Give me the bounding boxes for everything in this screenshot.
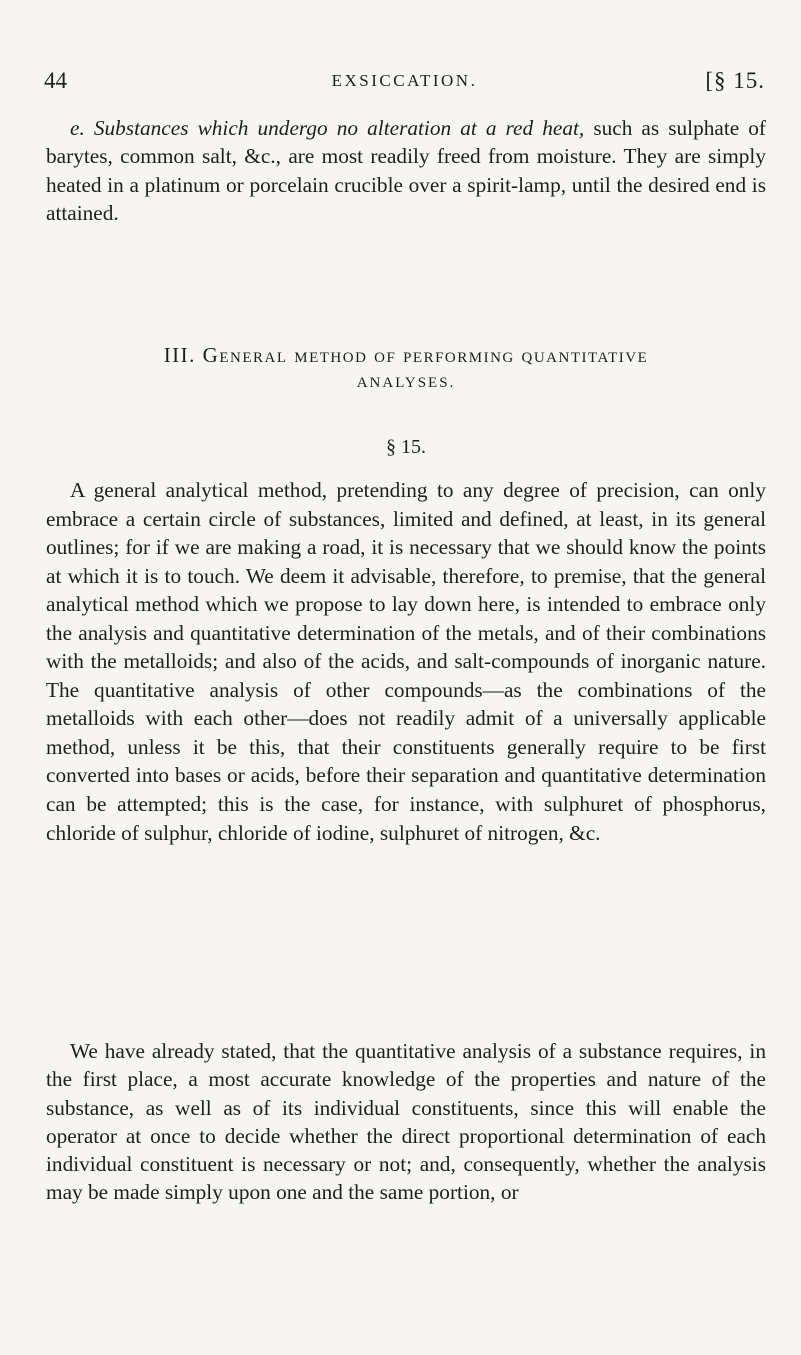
section-heading-line2: ANALYSES. (356, 375, 456, 391)
section-heading-line1: III. General method of performing quantitative (163, 343, 649, 367)
section-number: § 15. (386, 436, 426, 458)
paragraph-lead-italic: Substances which undergo no alteration at a red heat, (93, 116, 585, 140)
running-header (44, 68, 765, 102)
paragraph-label: e. (70, 116, 85, 140)
section-heading (46, 341, 766, 397)
paragraph-substances-red-heat (46, 114, 766, 228)
paragraph-already-stated: We have already stated, that the quantitative analysis of a substance requires, in the first place, a most accurate knowledge of the properties and nature of the substance, as well as of its individual constituents, since this will enable the operator at once to decide whether the direct proportional determination of each individual constituent is necessary or not; and, consequently, whether the analysis may be made simply upon one and the same portion, or (46, 1039, 766, 1205)
paragraph-general-method: A general analytical method, pretending to any degree of precision, can only embrace a certain circle of substances, limited and defined, at least, in its general outlines; for if we are making a road, it is necessary that we should know the points at which it is to touch. We deem it advisable, therefore, to premise, that the general analytical method which we propose to lay down here, is intended to embrace only the analysis and quantitative determination of the metals, and of their combinations with the metalloids; and also of the acids, and salt-compounds of inorganic nature. The quantitative analysis of other compounds—as the combinations of the metalloids with each other—does not readily admit of a universally applicable method, unless it be this, that their constituents generally require to be first converted into bases or acids, before their separation and quantitative determination can be attempted; this is the case, for instance, with sulphuret of phosphorus, chloride of sulphur, chloride of iodine, sulphuret of nitrogen, &c. (46, 478, 766, 845)
running-title: EXSICCATION. (331, 71, 478, 90)
paragraph-body: such as sulphate of barytes, common salt, &c., are most readily freed from moisture. They are simply heated in a platinum or porcelain crucible over a spirit-lamp, until the desired end is attained. (46, 116, 767, 226)
page-number: 44 (44, 68, 67, 93)
section-reference: [§ 15. (705, 68, 765, 93)
